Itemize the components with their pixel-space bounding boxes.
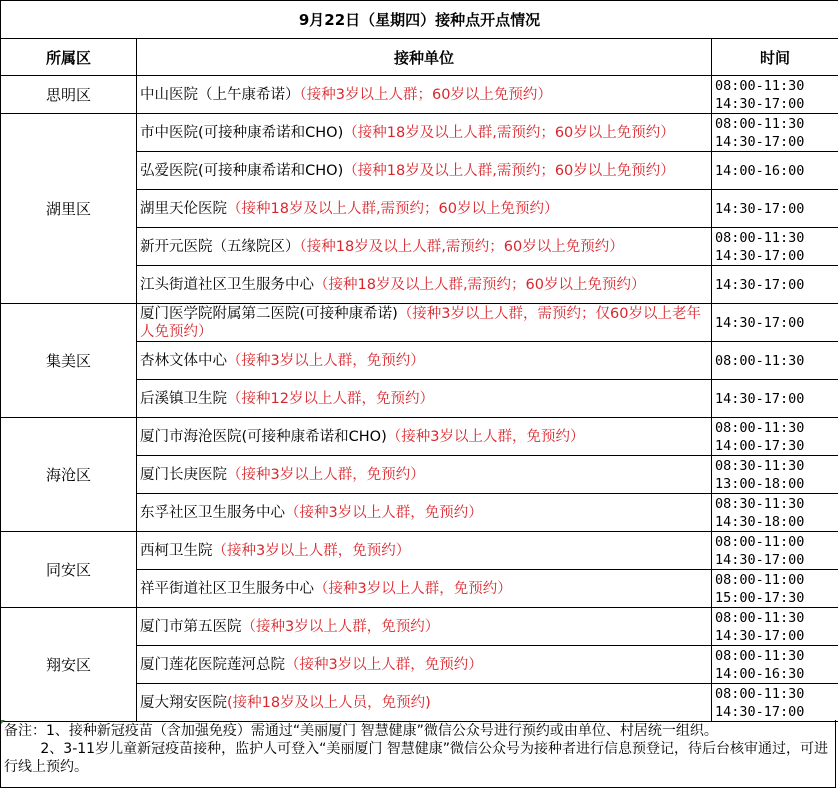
site-eligibility-note: （接种3岁以上人群，免预约） xyxy=(386,428,585,445)
time-slot: 14:30-17:00 xyxy=(715,390,805,407)
site-name: 厦门医学院附属第二医院(可接种康希诺) xyxy=(140,305,398,322)
time-cell xyxy=(712,190,838,228)
time-slot: 14:30-17:00 xyxy=(715,703,805,720)
time-slot: 08:00-11:30 xyxy=(715,115,805,132)
site-eligibility-note: （接种3岁以上人群，需预约；仅60岁以上老年人免预约） xyxy=(140,305,701,340)
site-eligibility-note: （接种3岁以上人群，免预约） xyxy=(285,504,483,521)
site-eligibility-note: （接种3岁以上人群，免预约） xyxy=(227,466,425,483)
site-cell xyxy=(137,342,712,380)
time-slot: 08:00-11:30 xyxy=(715,77,805,94)
site-name: 后溪镇卫生院 xyxy=(140,390,227,407)
time-slot: 14:30-17:00 xyxy=(715,95,805,112)
time-slot: 14:00-17:30 xyxy=(715,437,805,454)
site-cell xyxy=(137,76,712,114)
site-eligibility-note: （接种18岁及以上人群,需预约；60岁以上免预约） xyxy=(343,124,675,141)
site-cell xyxy=(137,532,712,570)
time-slot: 14:30-18:00 xyxy=(715,513,805,530)
time-slot: 14:30-17:00 xyxy=(715,200,805,217)
site-eligibility-note: （接种3岁以上人群，免预约） xyxy=(241,618,440,635)
district-cell: 思明区 xyxy=(1,76,137,114)
site-cell xyxy=(137,152,712,190)
site-eligibility-note: （接种18岁及以上人群,需预约；60岁以上免预约） xyxy=(314,276,646,293)
site-cell xyxy=(137,646,712,684)
site-eligibility-note: (接种18岁及以上人员，免预约) xyxy=(227,694,431,711)
time-cell xyxy=(712,304,838,342)
site-eligibility-note: （接种3岁以上人群，免预约） xyxy=(314,580,512,597)
site-name: 东孚社区卫生服务中心 xyxy=(140,504,285,521)
time-cell xyxy=(712,380,838,418)
header-district: 所属区 xyxy=(1,39,137,76)
time-cell xyxy=(712,418,838,456)
table-row xyxy=(1,76,838,114)
time-slot: 08:00-11:30 xyxy=(715,229,805,246)
site-eligibility-note: （接种12岁以上人群，免预约） xyxy=(227,390,434,407)
footer-notes xyxy=(0,720,836,788)
site-name: 湖里天伦医院 xyxy=(140,200,227,217)
site-cell xyxy=(137,570,712,608)
time-cell xyxy=(712,76,838,114)
district-cell: 集美区 xyxy=(1,304,137,418)
site-eligibility-note: （接种3岁以上人群；60岁以上免预约） xyxy=(299,86,552,103)
header-time: 时间 xyxy=(712,39,838,76)
site-cell xyxy=(137,418,712,456)
site-name: 江头街道社区卫生服务中心 xyxy=(140,276,314,293)
site-cell xyxy=(137,228,712,266)
time-cell xyxy=(712,342,838,380)
time-cell xyxy=(712,684,838,722)
site-name: 新开元医院（五缘院区） xyxy=(140,238,300,255)
time-slot: 08:00-11:00 xyxy=(715,571,805,588)
time-slot: 13:00-18:00 xyxy=(715,475,805,492)
time-cell xyxy=(712,494,838,532)
site-cell xyxy=(137,456,712,494)
site-eligibility-note: （接种18岁及以上人群,需预约；60岁以上免预约） xyxy=(299,238,624,255)
site-cell xyxy=(137,684,712,722)
table-row xyxy=(1,304,838,342)
table-row xyxy=(1,418,838,456)
district-cell: 翔安区 xyxy=(1,608,137,722)
time-slot: 08:00-11:30 xyxy=(715,685,805,702)
district-cell: 同安区 xyxy=(1,532,137,608)
district-cell: 湖里区 xyxy=(1,114,137,304)
site-name: 弘爱医院(可接种康希诺和CHO) xyxy=(140,162,344,179)
site-cell xyxy=(137,114,712,152)
time-cell xyxy=(712,608,838,646)
time-slot: 14:30-17:00 xyxy=(715,276,805,293)
time-slot: 08:00-11:30 xyxy=(715,609,805,626)
time-cell xyxy=(712,532,838,570)
site-name: 市中医院(可接种康希诺和CHO) xyxy=(140,124,344,141)
time-cell xyxy=(712,152,838,190)
time-slot: 14:30-17:00 xyxy=(715,314,805,331)
time-slot: 08:00-11:30 xyxy=(715,419,805,436)
time-cell xyxy=(712,570,838,608)
time-slot: 14:00-16:00 xyxy=(715,162,805,179)
site-name: 厦大翔安医院 xyxy=(140,694,227,711)
time-slot: 08:00-11:30 xyxy=(715,647,805,664)
table-title: 9月22日（星期四）接种点开点情况 xyxy=(1,1,838,39)
site-cell xyxy=(137,494,712,532)
site-cell xyxy=(137,266,712,304)
site-cell xyxy=(137,304,712,342)
time-slot: 14:30-17:00 xyxy=(715,133,805,150)
site-name: 厦门市第五医院 xyxy=(140,618,242,635)
site-eligibility-note: （接种18岁及以上人群,需预约；60岁以上免预约） xyxy=(227,200,559,217)
site-cell xyxy=(137,190,712,228)
time-slot: 14:00-16:30 xyxy=(715,665,805,682)
site-name: 祥平街道社区卫生服务中心 xyxy=(140,580,314,597)
time-slot: 08:30-11:30 xyxy=(715,457,805,474)
site-name: 杏林文体中心 xyxy=(140,352,227,369)
site-cell xyxy=(137,608,712,646)
time-slot: 14:30-17:00 xyxy=(715,627,805,644)
table-row xyxy=(1,114,838,152)
time-cell xyxy=(712,228,838,266)
header-unit: 接种单位 xyxy=(137,39,712,76)
site-name: 西柯卫生院 xyxy=(140,542,213,559)
site-name: 厦门莲花医院莲河总院 xyxy=(140,656,285,673)
district-cell: 海沧区 xyxy=(1,418,137,532)
site-cell xyxy=(137,380,712,418)
table-row xyxy=(1,532,838,570)
time-cell xyxy=(712,646,838,684)
time-slot: 15:00-17:30 xyxy=(715,589,805,606)
time-cell xyxy=(712,266,838,304)
time-slot: 08:00-11:30 xyxy=(715,352,805,369)
site-eligibility-note: （接种3岁以上人群，免预约） xyxy=(227,352,425,369)
time-cell xyxy=(712,456,838,494)
footer-note-1: 备注：1、接种新冠疫苗（含加强免疫）需通过“美丽厦门 智慧健康”微信公众号进行预约或由单位、村居统一组织。 xyxy=(4,723,718,739)
time-slot: 08:30-11:30 xyxy=(715,495,805,512)
site-name: 厦门长庚医院 xyxy=(140,466,227,483)
site-eligibility-note: （接种18岁及以上人群,需预约；60岁以上免预约） xyxy=(343,162,675,179)
time-slot: 14:30-17:00 xyxy=(715,247,805,264)
time-cell xyxy=(712,114,838,152)
table-row xyxy=(1,608,838,646)
site-name: 厦门市海沧医院(可接种康希诺和CHO) xyxy=(140,428,387,445)
site-eligibility-note: （接种3岁以上人群，免预约） xyxy=(212,542,411,559)
site-name: 中山医院（上午康希诺） xyxy=(140,86,300,103)
time-slot: 08:00-11:00 xyxy=(715,533,805,550)
time-slot: 14:30-17:00 xyxy=(715,551,805,568)
site-eligibility-note: （接种3岁以上人群，免预约） xyxy=(285,656,483,673)
footer-note-2: 2、3-11岁儿童新冠疫苗接种，监护人可登入“美丽厦门 智慧健康”微信公众号为接种者进行信息预登记，待后台核审通过，可进行线上预约。 xyxy=(4,741,829,775)
